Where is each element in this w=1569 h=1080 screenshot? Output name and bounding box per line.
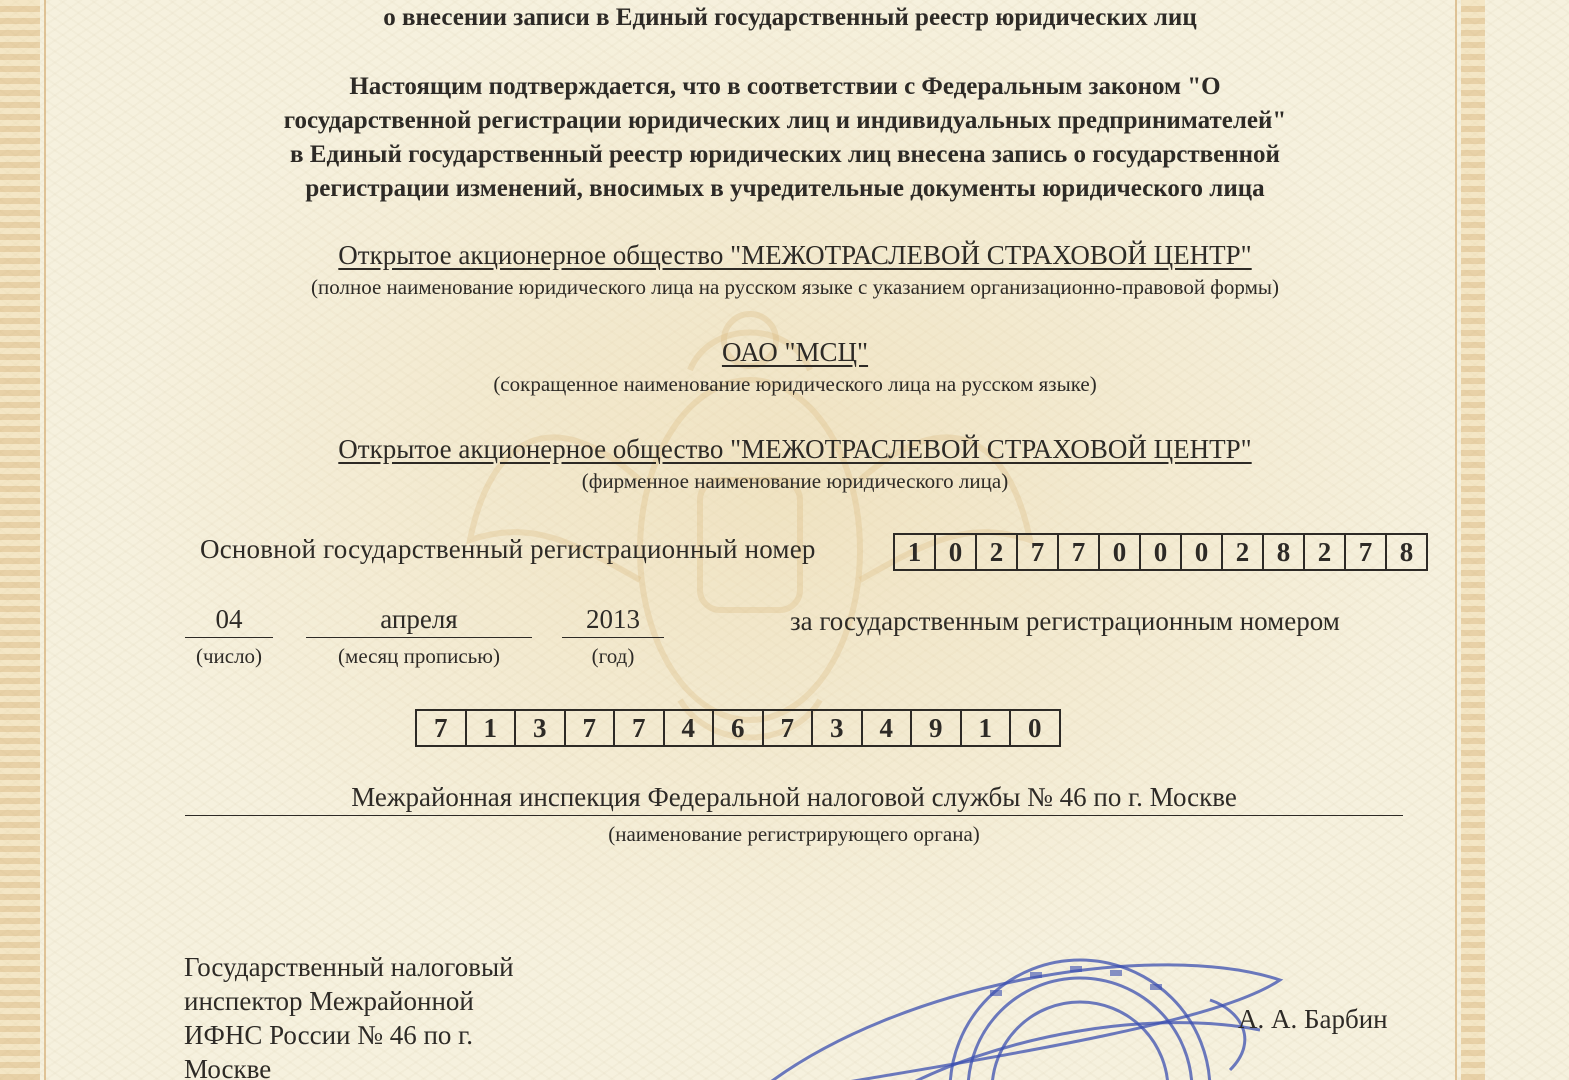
brand-name-caption: (фирменное наименование юридического лица) xyxy=(581,469,1009,493)
date-day xyxy=(185,604,273,669)
ornamental-border-right xyxy=(1461,0,1485,1080)
reg-digit: 0 xyxy=(1028,712,1042,743)
full-name-block xyxy=(185,240,1405,300)
signer-name: А. А. Барбин xyxy=(1238,1004,1388,1034)
reg-digit: 7 xyxy=(417,711,467,745)
ogrn-digit: 8 xyxy=(1264,535,1305,569)
date-month-caption: (месяц прописью) xyxy=(338,644,500,668)
certificate-heading: о внесении записи в Единый государственный реестр юридических лиц xyxy=(383,4,1197,31)
reg-number-label: за государственным регистрационным номером xyxy=(790,606,1340,636)
reg-digit: 9 xyxy=(912,711,962,745)
reg-digit: 3 xyxy=(516,711,566,745)
short-name-caption: (сокращенное наименование юридического лица на русском языке) xyxy=(493,372,1097,396)
confirmation-line: в Единый государственный реестр юридических лиц внесена запись о государственной xyxy=(290,141,1280,168)
date-year-caption: (год) xyxy=(591,644,635,668)
ogrn-digit: 2 xyxy=(1223,535,1264,569)
confirmation-line: регистрации изменений, вносимых в учредительные документы юридического лица xyxy=(305,175,1265,202)
reg-digit: 4 xyxy=(863,711,913,745)
border-rule-left xyxy=(44,0,46,1080)
ogrn-digit: 7 xyxy=(1059,535,1100,569)
reg-digit: 7 xyxy=(764,711,814,745)
reg-digit: 7 xyxy=(566,711,616,745)
short-name-value: ОАО "МСЦ" xyxy=(721,337,869,367)
date-day-value: 04 xyxy=(185,604,273,638)
full-name-caption: (полное наименование юридического лица на русском языке с указанием организационно-правовой формы) xyxy=(311,275,1279,299)
date-year xyxy=(562,604,664,669)
ogrn-digit: 1 xyxy=(895,535,936,569)
authority-value: Межрайонная инспекция Федеральной налоговой службы № 46 по г. Москве xyxy=(185,782,1403,816)
signer-title-line: ИФНС России № 46 по г. xyxy=(184,1020,473,1050)
registering-authority xyxy=(185,782,1403,847)
reg-digit: 1 xyxy=(467,711,517,745)
ogrn-digit: 7 xyxy=(1018,535,1059,569)
ogrn-digit: 0 xyxy=(1141,535,1182,569)
reg-digit: 6 xyxy=(714,711,764,745)
ogrn-digit: 0 xyxy=(1100,535,1141,569)
reg-digit: 4 xyxy=(665,711,715,745)
signer-title-line: инспектор Межрайонной xyxy=(184,986,474,1016)
confirmation-line: государственной регистрации юридических лиц и индивидуальных предпринимателей" xyxy=(283,107,1287,134)
authority-caption: (наименование регистрирующего органа) xyxy=(608,822,980,846)
signer-title xyxy=(184,950,584,1080)
ogrn-digit: 0 xyxy=(936,535,977,569)
short-name-block xyxy=(185,337,1405,397)
confirmation-text xyxy=(180,70,1390,206)
signer-title-line: Москве xyxy=(184,1054,272,1080)
official-seal-and-signature-icon xyxy=(740,940,1300,1080)
ogrn-label: Основной государственный регистрационный номер xyxy=(200,534,816,564)
full-name-value: Открытое акционерное общество "МЕЖОТРАСЛЕВОЙ СТРАХОВОЙ ЦЕНТР" xyxy=(338,240,1252,270)
reg-number-boxes xyxy=(415,709,1061,747)
ogrn-digit: 2 xyxy=(1305,535,1346,569)
date-day-caption: (число) xyxy=(195,644,263,668)
ogrn-digit: 8 xyxy=(1399,536,1414,567)
brand-name-value: Открытое акционерное общество "МЕЖОТРАСЛЕВОЙ СТРАХОВОЙ ЦЕНТР" xyxy=(338,434,1252,464)
ornamental-border-left xyxy=(0,0,40,1080)
brand-name-block xyxy=(185,434,1405,494)
reg-digit: 7 xyxy=(615,711,665,745)
reg-digit: 3 xyxy=(813,711,863,745)
confirmation-line: Настоящим подтверждается, что в соответствии с Федеральным законом "О xyxy=(349,73,1221,100)
border-rule-right xyxy=(1455,0,1457,1080)
date-month-value: апреля xyxy=(306,604,532,638)
date-year-value: 2013 xyxy=(562,604,664,638)
ogrn-digit: 7 xyxy=(1346,535,1387,569)
date-month xyxy=(306,604,532,669)
signer-title-line: Государственный налоговый xyxy=(184,952,514,982)
ogrn-number-boxes xyxy=(893,533,1428,571)
ogrn-digit: 0 xyxy=(1182,535,1223,569)
ogrn-digit: 2 xyxy=(977,535,1018,569)
reg-digit: 1 xyxy=(962,711,1012,745)
